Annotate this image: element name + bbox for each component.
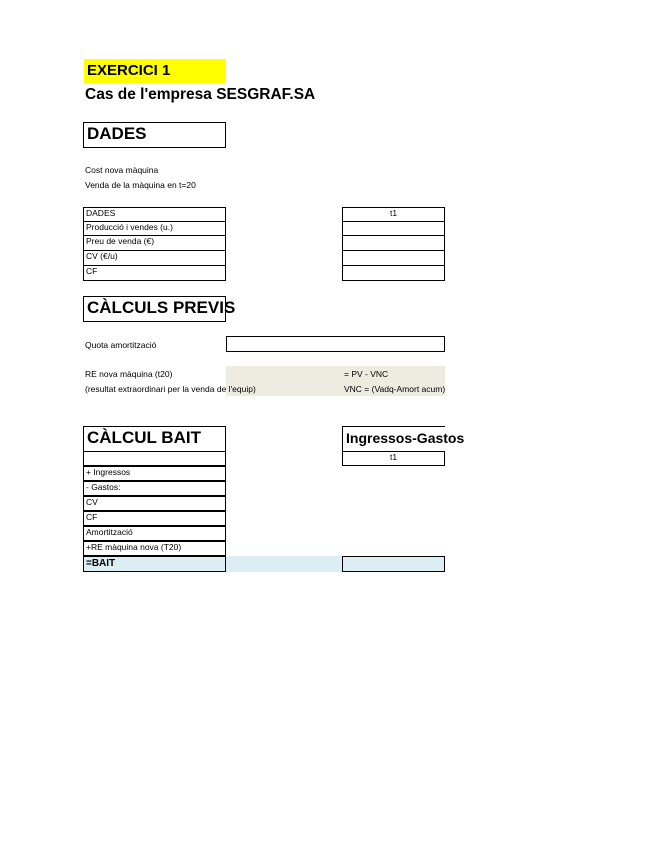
quota-label: Quota amortització <box>85 340 157 350</box>
bait-right-title: Ingressos-Gastos <box>342 426 445 452</box>
note-sale-machine: Venda de la màquina en t=20 <box>85 180 196 190</box>
dades-cell-price[interactable] <box>342 235 445 251</box>
dades-row-price: Preu de venda (€) <box>83 235 226 251</box>
bait-row-gastos: - Gastos: <box>83 481 226 496</box>
re-note: (resultat extraordinari per la venda de l'equip) <box>85 384 256 394</box>
dades-row-cv: CV (€/u) <box>83 250 226 266</box>
dades-cell-production[interactable] <box>342 221 445 236</box>
formula-vnc: VNC = (Vadq-Amort acum) <box>344 384 446 394</box>
calculs-title: CÀLCULS PREVIS <box>83 296 226 322</box>
bait-total-cell[interactable] <box>342 556 445 572</box>
formula-vnc-clip <box>342 382 445 396</box>
bait-total-label: =BAIT <box>83 556 226 572</box>
bait-row-re-machine: +RE màquina nova (T20) <box>83 541 226 556</box>
exercise-title: EXERCICI 1 <box>87 62 171 79</box>
dades-row-cf: CF <box>83 265 226 281</box>
note-cost-machine: Cost nova màquina <box>85 165 159 175</box>
formula-pv-vnc: = PV - VNC <box>344 369 389 379</box>
bait-title: CÀLCUL BAIT <box>83 426 226 452</box>
bait-col-t1-header: t1 <box>342 451 445 466</box>
bait-total-band <box>226 556 342 572</box>
dades-col-t1-header: t1 <box>342 207 445 222</box>
quota-input-cell[interactable] <box>226 336 445 352</box>
dades-cell-cv[interactable] <box>342 250 445 266</box>
bait-blank-row <box>83 451 226 466</box>
dades-title: DADES <box>83 122 226 148</box>
dades-cell-cf[interactable] <box>342 265 445 281</box>
bait-row-ingressos: + Ingressos <box>83 466 226 481</box>
re-label: RE nova màquina (t20) <box>85 369 173 379</box>
bait-row-cv: CV <box>83 496 226 511</box>
bait-row-amortitzacio: Amortització <box>83 526 226 541</box>
dades-row-production: Producció i vendes (u.) <box>83 221 226 236</box>
dades-row-header: DADES <box>83 207 226 222</box>
case-title: Cas de l'empresa SESGRAF.SA <box>85 86 316 103</box>
bait-row-cf: CF <box>83 511 226 526</box>
